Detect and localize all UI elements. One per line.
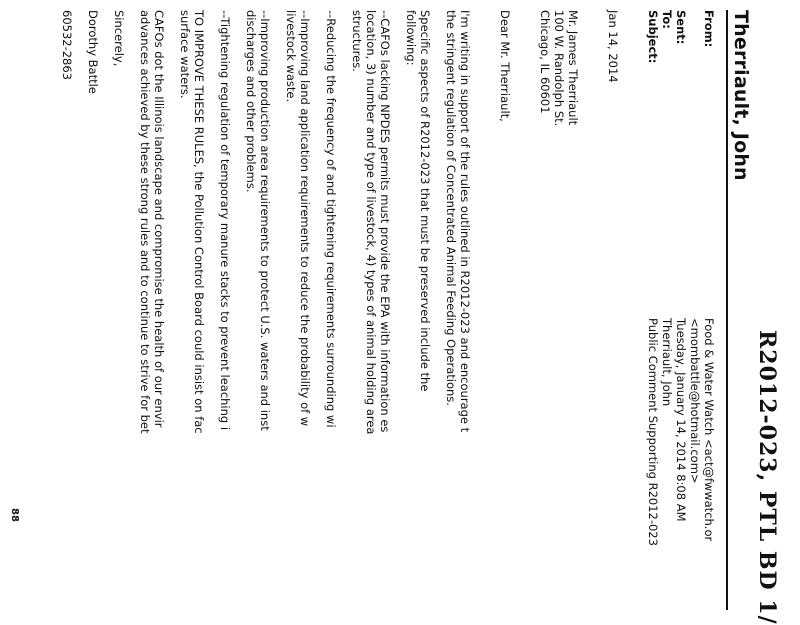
address-line: Mr. James Therriault (566, 10, 580, 126)
subject-value: Public Comment Supporting R2012-023 (646, 318, 660, 546)
improve-line: TO IMPROVE THESE RULES, the Pollution Control Board could insist on fac (192, 10, 206, 434)
signer-zip: 60532-2863 (60, 10, 74, 80)
aspects-line: Specific aspects of R2012-023 that must be preserved include the (418, 10, 432, 392)
sent-label: Sent: (674, 10, 688, 45)
address-line: 100 W. Randolph St. (552, 10, 566, 127)
from-value: Food & Water Watch <act@fwwatch.or (702, 318, 716, 542)
signoff: Sincerely, (112, 10, 126, 67)
signer-name: Dorothy Battle (86, 10, 100, 94)
intro-line: the stringent regulation of Concentrated Animal Feeding Operations. (444, 10, 458, 406)
improve-line: surface waters. (178, 10, 192, 99)
bullet-line: --Reducing the frequency of and tightening requirements surrounding wi (324, 10, 338, 428)
from-email: <mombattle@hotmail.com> (688, 318, 702, 484)
sent-value: Tuesday, January 14, 2014 8:08 AM (674, 318, 688, 522)
salutation: Dear Mr. Therriault, (498, 10, 512, 122)
address-line: Chicago, IL 60601 (538, 10, 552, 114)
docket-stamp: R2012-023, PTL BD 1/ (754, 330, 780, 625)
bullet-line: livestock waste. (284, 10, 298, 103)
closing-line: advances achieved by these strong rules and to continue to strive for bet (138, 10, 152, 434)
header-rule (726, 10, 728, 610)
closing-line: CAFOs dot the Illinois landscape and compromise the health of our envir (152, 10, 166, 428)
bullet-line: discharges and other problems. (244, 10, 258, 193)
bullet-line: --Improving land application requirements to reduce the probability of w (298, 10, 312, 427)
to-value: Therriault, John (660, 318, 674, 407)
letter-date: Jan 14, 2014 (606, 10, 620, 83)
bullet-line: --Improving production area requirements to protect U.S. waters and inst (258, 10, 272, 431)
aspects-line: following: (404, 10, 418, 66)
bullet-line: structures. (350, 10, 364, 72)
bullet-line: --Tightening regulation of temporary manure stacks to prevent leaching i (218, 10, 232, 431)
page-number: 88 (9, 508, 20, 522)
from-label: From: (702, 10, 716, 48)
subject-label: Subject: (646, 10, 660, 64)
bullet-line: --CAFOs lacking NPDES permits must provide the EPA with information es (378, 10, 392, 433)
bullet-line: location, 3) number and type of livestock, 4) types of animal holding area (364, 10, 378, 435)
intro-line: I'm writing in support of the rules outlined in R2012-023 and encourage t (458, 10, 472, 433)
recipient-name-header: Therriault, John (730, 10, 752, 181)
to-label: To: (660, 10, 674, 29)
